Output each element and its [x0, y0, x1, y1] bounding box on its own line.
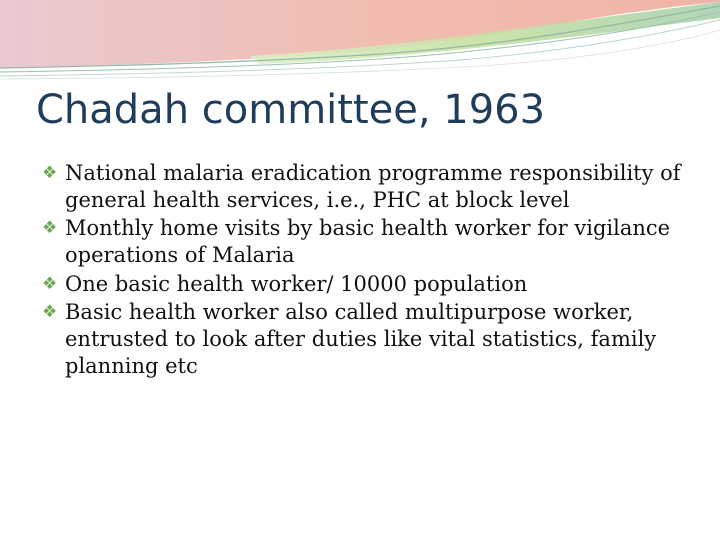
bullet-item [42, 215, 682, 268]
bullet-text: One basic health worker/ 10000 population [65, 271, 528, 296]
bullet-item [42, 271, 682, 298]
header-wave-decoration [0, 0, 720, 90]
diamond-bullet-icon: ❖ [42, 273, 58, 294]
bullet-text: Monthly home visits by basic health worker for vigilance operations of Malaria [65, 216, 671, 267]
bullet-list [42, 160, 682, 381]
bullet-text: Basic health worker also called multipurpose worker, entrusted to look after duties like vital statistics, family planning etc [65, 300, 657, 378]
slide-title: Chadah committee, 1963 [36, 87, 546, 133]
bullet-item [42, 299, 682, 379]
diamond-bullet-icon: ❖ [42, 302, 58, 323]
diamond-bullet-icon: ❖ [42, 163, 58, 183]
diamond-bullet-icon: ❖ [42, 218, 58, 239]
bullet-item [42, 160, 682, 213]
bullet-text: National malaria eradication programme responsibility of general health services, i.e., PHC at block level [65, 161, 681, 212]
